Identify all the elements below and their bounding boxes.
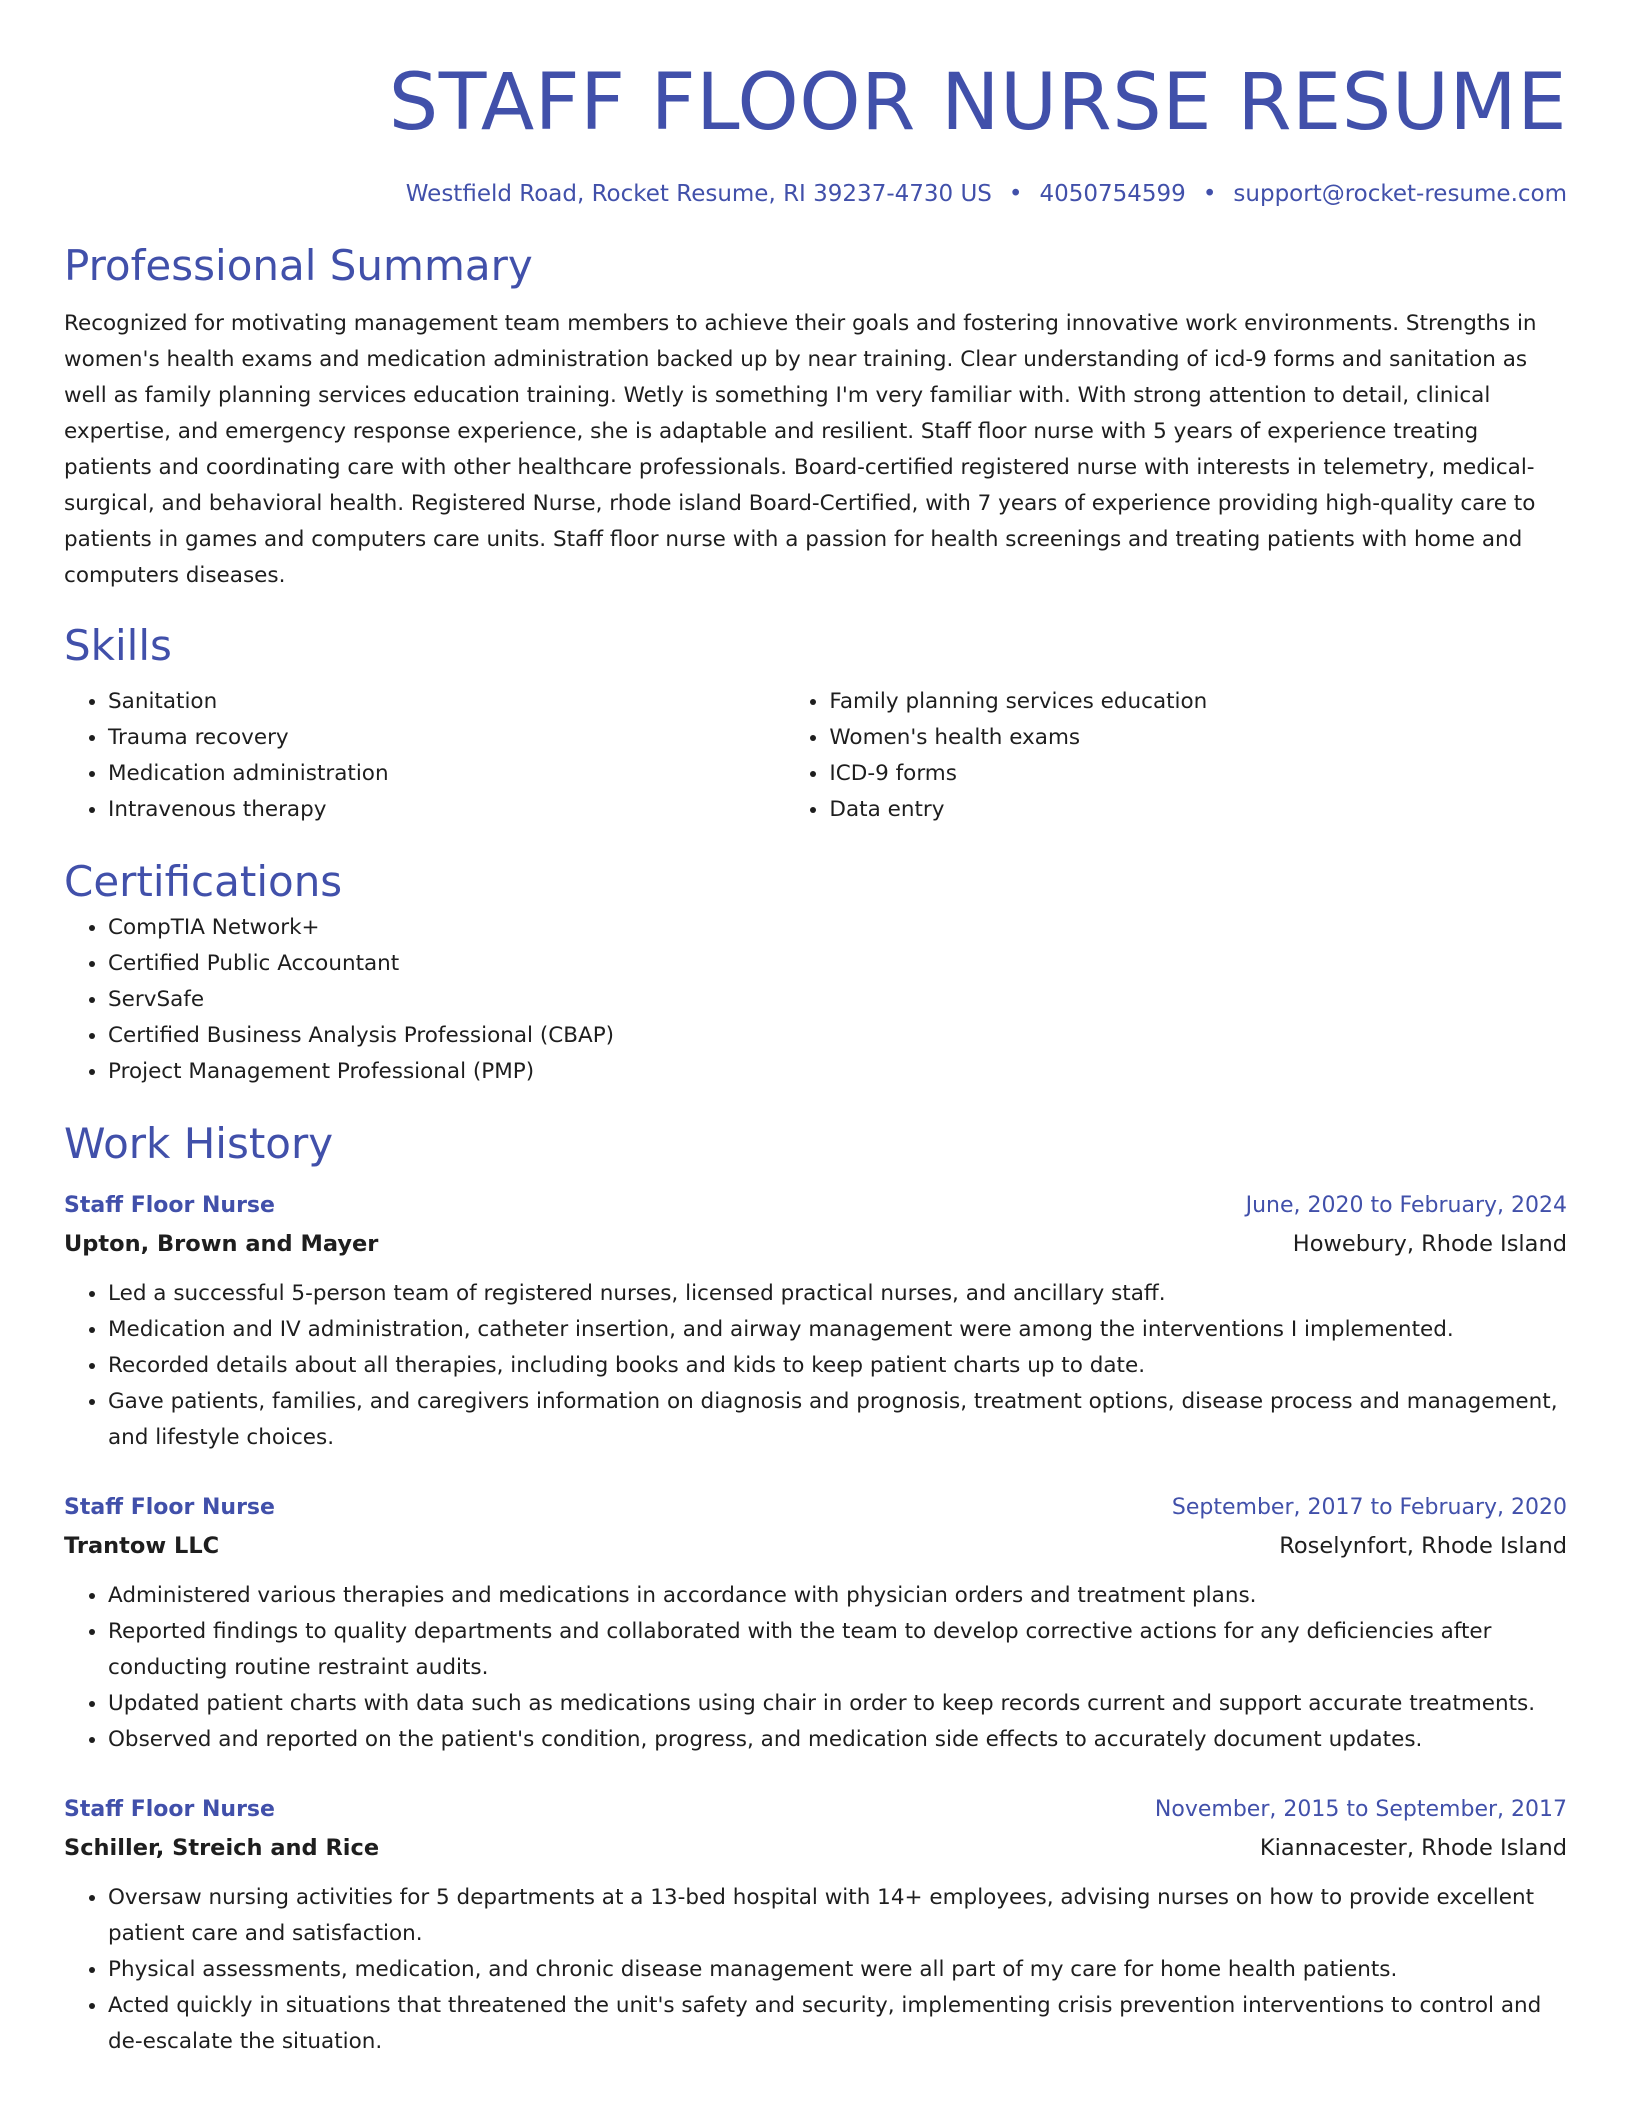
job-bullet: • Reported findings to quality departments and collaborated with the team to develop corrective actions for any deficiencies after conducting routine restraint audits.: [108, 1614, 1567, 1686]
contact-address: Westfield Road, Rocket Resume, RI 39237-4730 US: [405, 181, 992, 207]
certification-item: • Certified Business Analysis Professional (CBAP): [108, 1018, 1567, 1054]
job-header-row: [64, 1490, 1567, 1526]
job-title: Staff Floor Nurse: [64, 1797, 275, 1822]
job-bullet: • Updated patient charts with data such as medications using chair in order to keep records current and support accurate treatments.: [108, 1686, 1567, 1722]
job-header-row: [64, 1188, 1567, 1224]
job-company-row: [64, 1828, 1567, 1868]
job-dates: June, 2020 to February, 2024: [1245, 1193, 1567, 1218]
job-company-row: [64, 1224, 1567, 1264]
job-title: Staff Floor Nurse: [64, 1495, 275, 1520]
job-company: Upton, Brown and Mayer: [64, 1231, 379, 1257]
certification-item: • CompTIA Network+: [108, 910, 1567, 946]
skills-heading: Skills: [64, 621, 172, 670]
job-dates: November, 2015 to September, 2017: [1154, 1797, 1567, 1822]
summary-text: Recognized for motivating management team members to achieve their goals and fostering innovative work environments. Strengths in women's health exams and medication administration backed up by near training. Clear understanding of icd-9 forms and sanitation as well as family planning services education training. Wetly is something I'm very familiar with. With strong attention to detail, clinical expertise, and emergency response experience, she is adaptable and resilient. Staff floor nurse with 5 years of experience treating patients and coordinating care with other healthcare professionals. Board-certified registered nurse with interests in telemetry, medical-surgical, and behavioral health. Registered Nurse, rhode island Board-Certified, with 7 years of experience providing high-quality care to patients in games and computers care units. Staff floor nurse with a passion for health screenings and treating patients with home and computers diseases.: [64, 311, 1537, 588]
job-bullet: • Acted quickly in situations that threatened the unit's safety and security, implementing crisis prevention interventions to control and de-escalate the situation.: [108, 1988, 1567, 2060]
contact-email[interactable]: support@rocket-resume.com: [1233, 181, 1567, 207]
job-location: Kiannacester, Rhode Island: [1259, 1835, 1567, 1861]
contact-separator: •: [1202, 181, 1217, 207]
job-entry: [64, 1490, 1567, 1758]
job-bullet: • Physical assessments, medication, and chronic disease management were all part of my care for home health patients.: [108, 1952, 1567, 1988]
job-bullet: • Led a successful 5-person team of registered nurses, licensed practical nurses, and ancillary staff.: [108, 1276, 1567, 1312]
job-company: Schiller, Streich and Rice: [64, 1835, 380, 1861]
skill-item: • Women's health exams: [829, 720, 1567, 756]
job-company: Trantow LLC: [64, 1533, 220, 1559]
skills-column-left: [64, 684, 785, 828]
certification-item: • Project Management Professional (PMP): [108, 1054, 1567, 1090]
job-entry: [64, 1792, 1567, 2060]
certification-item: • ServSafe: [108, 982, 1567, 1018]
job-header-row: [64, 1792, 1567, 1828]
job-bullet: • Oversaw nursing activities for 5 departments at a 13-bed hospital with 14+ employees, advising nurses on how to provide excellent patient care and satisfaction.: [108, 1880, 1567, 1952]
job-bullet: • Recorded details about all therapies, including books and kids to keep patient charts up to date.: [108, 1348, 1567, 1384]
job-bullet: • Administered various therapies and medications in accordance with physician orders and treatment plans.: [108, 1578, 1567, 1614]
contact-line: [64, 178, 1567, 210]
job-location: Howebury, Rhode Island: [1292, 1231, 1567, 1257]
skill-item: • Medication administration: [108, 756, 785, 792]
job-entry: [64, 1188, 1567, 1456]
resume-page: [64, 0, 1567, 2060]
certification-item: • Certified Public Accountant: [108, 946, 1567, 982]
job-dates: September, 2017 to February, 2020: [1171, 1495, 1567, 1520]
job-bullet: • Gave patients, families, and caregivers information on diagnosis and prognosis, treatment options, disease process and management, and lifestyle choices.: [108, 1384, 1567, 1456]
certifications-heading: Certifications: [64, 857, 343, 906]
skill-item: • Trauma recovery: [108, 720, 785, 756]
job-location: Roselynfort, Rhode Island: [1279, 1533, 1567, 1559]
resume-title: STAFF FLOOR NURSE RESUME: [388, 58, 1567, 148]
job-bullets: [64, 1276, 1567, 1456]
job-bullet: • Medication and IV administration, catheter insertion, and airway management were among the interventions I implemented.: [108, 1312, 1567, 1348]
job-title: Staff Floor Nurse: [64, 1193, 275, 1218]
skill-item: • Data entry: [829, 792, 1567, 828]
summary-heading: Professional Summary: [64, 241, 533, 290]
job-bullets: [64, 1578, 1567, 1758]
job-bullet: • Observed and reported on the patient's condition, progress, and medication side effects to accurately document updates.: [108, 1722, 1567, 1758]
skill-item: • ICD-9 forms: [829, 756, 1567, 792]
skills-list: [64, 684, 1567, 828]
skill-item: • Family planning services education: [829, 684, 1567, 720]
certifications-list: [64, 910, 1567, 1090]
job-bullets: [64, 1880, 1567, 2060]
contact-separator: •: [1008, 181, 1023, 207]
skill-item: • Intravenous therapy: [108, 792, 785, 828]
skills-column-right: [785, 684, 1567, 828]
contact-phone: 4050754599: [1039, 181, 1186, 207]
skill-item: • Sanitation: [108, 684, 785, 720]
work-history-heading: Work History: [64, 1119, 334, 1168]
job-company-row: [64, 1526, 1567, 1566]
